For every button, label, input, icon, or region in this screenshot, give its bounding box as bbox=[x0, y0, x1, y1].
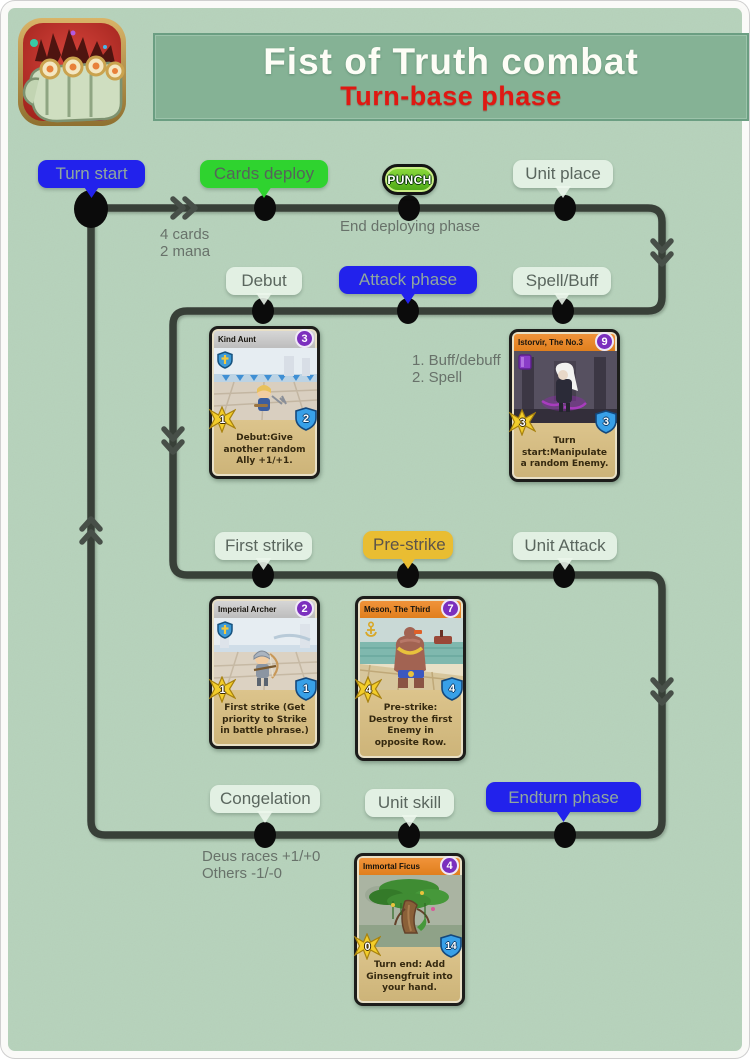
cost-badge: 2 bbox=[295, 599, 314, 618]
card-ability-text: Debut:Give another random Ally +1/+1. bbox=[214, 420, 315, 474]
page-subtitle: Turn-base phase bbox=[340, 80, 562, 111]
shield-cross-icon bbox=[217, 621, 233, 644]
page-background bbox=[1, 1, 749, 1058]
card-ability-text: Pre-strike: Destroy the first Enemy in opposite Row. bbox=[360, 690, 461, 756]
flow-stop-dots bbox=[74, 190, 576, 848]
card-imperial-archer bbox=[209, 596, 320, 749]
flow-node-pre-strike: Pre-strike bbox=[363, 531, 453, 559]
cost-badge: 9 bbox=[595, 332, 614, 351]
flow-node-attack-phase: Attack phase bbox=[339, 266, 477, 294]
anchor-icon bbox=[363, 621, 379, 643]
flow-node-unit-attack: Unit Attack bbox=[513, 532, 617, 560]
card-name: Imperial Archer bbox=[218, 605, 277, 614]
annotation-end-deploying: End deploying phase bbox=[340, 218, 481, 235]
card-ability-text: First strike (Get priority to Strike in battle phrase.) bbox=[214, 690, 315, 744]
annotation-buff-spell: 1. Buff/debuff 2. Spell bbox=[412, 352, 501, 386]
attack-star-badge: 1 bbox=[209, 406, 236, 433]
card-name: Kind Aunt bbox=[218, 335, 256, 344]
annotation-deus-races: Deus races +1/+0 Others -1/-0 bbox=[202, 848, 321, 882]
card-istorvir bbox=[509, 329, 620, 482]
flow-node-first-strike: First strike bbox=[215, 532, 312, 560]
card-name: Meson, The Third bbox=[364, 605, 431, 614]
cost-badge: 4 bbox=[440, 856, 459, 875]
card-immortal-ficus bbox=[354, 853, 465, 1006]
card-name: Immortal Ficus bbox=[363, 862, 420, 871]
health-shield-badge: 3 bbox=[595, 410, 617, 434]
card-meson bbox=[355, 596, 466, 761]
flow-node-congelation: Congelation bbox=[210, 785, 320, 813]
punch-badge: PUNCH bbox=[382, 164, 437, 195]
fist-of-truth-app-icon bbox=[17, 17, 127, 127]
annotation-cards-mana: 4 cards 2 mana bbox=[160, 226, 211, 260]
attack-star-badge: 4 bbox=[355, 676, 382, 703]
shield-cross-icon bbox=[217, 351, 233, 374]
attack-star-badge: 0 bbox=[354, 933, 381, 960]
flow-node-endturn-phase: Endturn phase bbox=[486, 782, 641, 812]
flow-node-unit-place: Unit place bbox=[513, 160, 613, 188]
health-shield-badge: 1 bbox=[295, 677, 317, 701]
card-name: Istorvir, The No.3 bbox=[518, 338, 583, 347]
page-title: Fist of Truth combat bbox=[263, 40, 639, 82]
health-shield-badge: 2 bbox=[295, 407, 317, 431]
attack-star-badge: 1 bbox=[209, 676, 236, 703]
flow-node-turn-start: Turn start bbox=[38, 160, 145, 188]
card-kind-aunt bbox=[209, 326, 320, 479]
flow-node-unit-skill: Unit skill bbox=[365, 789, 454, 817]
health-shield-badge: 14 bbox=[440, 934, 462, 958]
flow-node-cards-deploy: Cards deploy bbox=[200, 160, 328, 188]
card-ability-text: Turn start:Manipulate a random Enemy. bbox=[514, 423, 615, 477]
health-shield-badge: 4 bbox=[441, 677, 463, 701]
cost-badge: 7 bbox=[441, 599, 460, 618]
flow-node-debut: Debut bbox=[226, 267, 302, 295]
attack-star-badge: 3 bbox=[509, 409, 536, 436]
cost-badge: 3 bbox=[295, 329, 314, 348]
flow-node-spell-buff: Spell/Buff bbox=[513, 267, 611, 295]
card-title-bar bbox=[214, 331, 315, 348]
spellbook-icon bbox=[517, 354, 533, 375]
card-ability-text: Turn end: Add Ginsengfruit into your hand. bbox=[359, 947, 460, 1001]
